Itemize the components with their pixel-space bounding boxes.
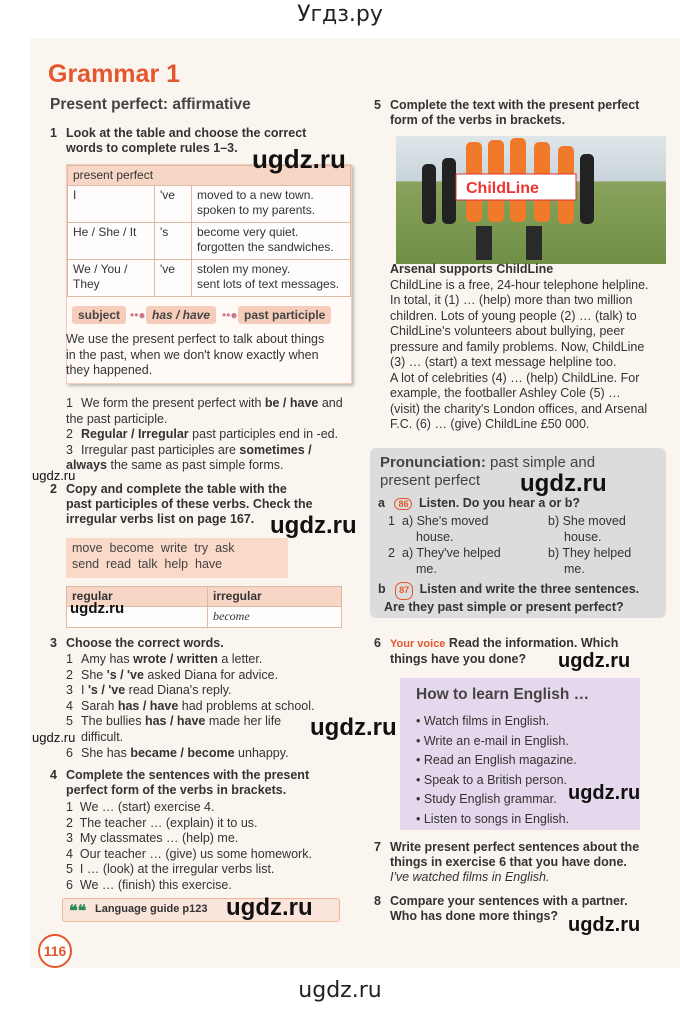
article-line: example, the footballer Ashley Cole (5) … xyxy=(390,386,621,400)
childline-photo xyxy=(396,136,666,264)
table-cell: He / She / It xyxy=(68,223,155,260)
article-line: (3) … (start) a text message helpline too. xyxy=(390,355,617,369)
article-line: In total, it (1) … (help) more than two million xyxy=(390,293,633,307)
article-line: F.C. (6) … (give) ChildLine £50 000. xyxy=(390,417,590,431)
watermark: ugdz.ru xyxy=(568,914,641,936)
ex4-number: 4 xyxy=(50,768,57,782)
list-item: 2 She 's / 've asked Diana for advice. xyxy=(66,667,279,682)
list-item: 6 She has became / become unhappy. xyxy=(66,745,289,760)
table-cell: 've xyxy=(155,186,192,223)
article-title: Arsenal supports ChildLine xyxy=(390,262,554,276)
ex7-number: 7 xyxy=(374,840,381,854)
photo-banner: ChildLine xyxy=(466,180,539,197)
ex6-line: things have you done? xyxy=(390,652,527,666)
list-item: 6 We … (finish) this exercise. xyxy=(66,877,232,892)
watermark: ugdz.ru xyxy=(270,512,357,539)
article-line: ChildLine's volunteers about bullying, peer xyxy=(390,324,625,338)
textbook-page xyxy=(30,38,680,968)
list-item: • Listen to songs in English. xyxy=(416,811,570,826)
article xyxy=(390,262,680,433)
list-item: 2 Regular / Irregular past participles end in -ed. xyxy=(66,427,339,442)
ex5-line: form of the verbs in brackets. xyxy=(390,113,566,127)
list-item: 2 The teacher … (explain) it to us. xyxy=(66,815,258,830)
pron-b: b 87 Listen and write the three sentences. Are they past simple or present perfect? xyxy=(378,582,640,614)
list-item: 3 I 's / 've read Diana's reply. xyxy=(66,683,232,698)
how-to-learn-box xyxy=(400,678,640,830)
ex6-number: 6 xyxy=(374,636,381,650)
formula-arrow: ••● xyxy=(222,308,238,322)
list-item: 5 I … (look) at the irregular verbs list. xyxy=(66,862,275,877)
ex2-line: Copy and complete the table with the xyxy=(66,482,287,496)
list-item: • Study English grammar. xyxy=(416,792,557,806)
table-cell: 's xyxy=(155,223,192,260)
pron-a: a 86 Listen. Do you hear a or b? xyxy=(378,496,581,510)
ex1-rules xyxy=(66,396,346,474)
table-header: present perfect xyxy=(68,166,351,186)
site-footer: ugdz.ru xyxy=(298,978,382,1003)
watermark: ugdz.ru xyxy=(252,144,346,174)
ex6-instruction xyxy=(374,636,680,667)
watermark: ugdz.ru xyxy=(568,782,641,804)
ex8-number: 8 xyxy=(374,894,381,908)
table-row xyxy=(68,260,351,297)
watermark: ugdz.ru xyxy=(226,894,313,921)
article-line: (visit) the charity's London offices, and Arsenal xyxy=(390,401,648,416)
page-title: Grammar 1 xyxy=(48,60,181,88)
table-cell: become xyxy=(208,607,342,628)
ex4-items xyxy=(66,800,356,894)
list-item: • Speak to a British person. xyxy=(416,772,567,787)
table-cell xyxy=(192,223,351,260)
formula-aux: has / have xyxy=(146,306,216,324)
ex7-example: I've watched films in English. xyxy=(390,870,550,884)
ex4-instruction xyxy=(50,768,366,798)
table-row xyxy=(68,223,351,260)
pron-options: 1 a) She's moved house. b) She moved house. 2 a) They've helped me. b) They helped me. xyxy=(388,514,632,576)
ex1-line: Look at the table and choose the correct xyxy=(66,126,307,140)
audio-track-icon[interactable]: 86 xyxy=(394,498,412,510)
verb-box xyxy=(66,538,288,578)
verb-list: send read talk help have xyxy=(72,557,223,571)
watermark: ugdz.ru xyxy=(310,714,397,741)
list-item: 3 Irregular past participles are sometimes / always the same as past simple forms. xyxy=(66,442,312,473)
watermark: ugdz.ru xyxy=(70,600,125,617)
list-item: • Read an English magazine. xyxy=(416,753,577,767)
ex4-line: Complete the sentences with the present xyxy=(66,768,310,782)
ex3-line: Choose the correct words. xyxy=(66,636,224,650)
ex3-number: 3 xyxy=(50,636,57,650)
list-item: 4 Sarah has / have had problems at school. xyxy=(66,698,315,713)
list-item: 1 We form the present perfect with be / have and the past participle. xyxy=(66,396,343,426)
usage-note: We use the present perfect to talk about things in the past, when we don't know exactly when they happened. xyxy=(66,332,325,377)
table-cell: 've xyxy=(155,260,192,297)
table-cell: I xyxy=(68,186,155,223)
audio-track-icon[interactable]: 87 xyxy=(395,582,413,600)
list-item: 5 The bullies has / have made her life xyxy=(66,714,282,729)
ex5-line: Complete the text with the present perfect xyxy=(390,98,640,112)
your-voice-label: Your voice xyxy=(390,638,446,650)
pron-title: Pronunciation: past simple and present perfect xyxy=(380,454,596,489)
list-item: 1 Amy has wrote / written a letter. xyxy=(66,652,263,666)
learn-box-list xyxy=(416,712,577,829)
ex2-line: past participles of these verbs. Check the xyxy=(66,497,313,511)
table-cell: We / You / They xyxy=(68,260,155,297)
formula-subject: subject xyxy=(72,306,126,324)
article-line: children. Lots of young people (2) … (talk) to xyxy=(390,308,637,323)
table-example: stolen my money. xyxy=(197,262,291,276)
col-regular: regular xyxy=(67,587,208,607)
people-photo-illustration xyxy=(396,136,666,264)
table-example: spoken to my parents. xyxy=(197,203,316,217)
watermark: ugdz.ru xyxy=(32,468,76,483)
site-header: Угдз.ру xyxy=(297,2,383,27)
ex7-line: things in exercise 6 that you have done. xyxy=(390,855,627,869)
ex6-line: Read the information. Which xyxy=(448,636,619,650)
table-example: forgotten the sandwiches. xyxy=(197,240,334,254)
ex3-instruction xyxy=(50,636,224,651)
watermark: ugdz.ru xyxy=(32,730,76,745)
page-number: 116 xyxy=(38,934,72,968)
ex5-number: 5 xyxy=(374,98,381,112)
verb-list: move become write try ask xyxy=(72,541,235,555)
ex8-line: Who has done more things? xyxy=(390,909,559,923)
table-cell xyxy=(192,186,351,223)
list-item: • Write an e-mail in English. xyxy=(416,733,569,748)
list-item: 4 Our teacher … (give) us some homework. xyxy=(66,846,312,861)
ex1-line: words to complete rules 1–3. xyxy=(66,141,238,155)
ex4-line: perfect form of the verbs in brackets. xyxy=(66,783,287,797)
ex7-line: Write present perfect sentences about the xyxy=(390,840,640,854)
list-item: 3 My classmates … (help) me. xyxy=(66,831,239,846)
formula-participle: past participle xyxy=(238,306,331,324)
ex7-instruction xyxy=(374,840,680,885)
ex2-line: irregular verbs list on page 167. xyxy=(66,512,255,526)
pronunciation-box xyxy=(370,448,666,618)
section-subtitle: Present perfect: affirmative xyxy=(50,96,251,113)
present-perfect-table xyxy=(67,165,351,297)
watermark: ugdz.ru xyxy=(558,650,631,672)
ex1-number: 1 xyxy=(50,126,57,140)
table-example: sent lots of text messages. xyxy=(197,277,340,291)
table-example: become very quiet. xyxy=(197,225,299,239)
table-row xyxy=(68,186,351,223)
ex5-instruction xyxy=(374,98,680,128)
learn-box-title: How to learn English … xyxy=(416,686,590,703)
article-line: pressure and family problems. Now, ChildLine xyxy=(390,339,645,354)
table-example: moved to a new town. xyxy=(197,188,314,202)
ex2-number: 2 xyxy=(50,482,57,496)
list-item: difficult. xyxy=(81,729,124,744)
list-item: • Watch films in English. xyxy=(416,714,550,728)
formula-arrow: ••● xyxy=(130,308,146,322)
col-irregular: irregular xyxy=(208,587,342,607)
list-item: 1 We … (start) exercise 4. xyxy=(66,800,215,814)
table-cell xyxy=(192,260,351,297)
quote-icon: ❝❝ xyxy=(69,903,87,920)
ex3-items xyxy=(66,652,356,761)
article-line: ChildLine is a free, 24-hour telephone helpline. xyxy=(390,277,649,292)
article-line: A lot of celebrities (4) … (help) ChildLine. For xyxy=(390,370,640,385)
guide-label: Language guide p123 xyxy=(95,903,208,915)
watermark: ugdz.ru xyxy=(520,470,607,497)
ex8-line: Compare your sentences with a partner. xyxy=(390,894,628,908)
